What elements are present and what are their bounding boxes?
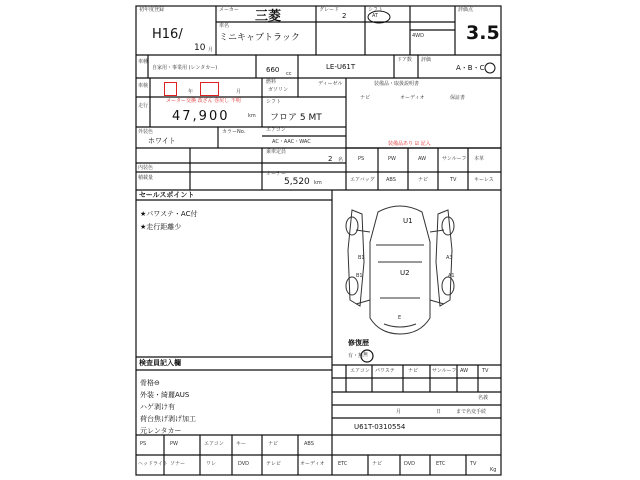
inspector-line: 元レンタカー xyxy=(140,427,182,435)
bottom-item: テレビ xyxy=(266,461,281,467)
interior-label: 内装色 xyxy=(138,165,154,171)
name-label: 名義 xyxy=(478,395,489,401)
grade-label: グレード xyxy=(319,7,340,13)
score-label: 評価点 xyxy=(458,7,474,13)
equip-item: PW xyxy=(388,156,396,162)
ac-label: エアコン xyxy=(266,127,286,133)
first-reg-year: H16/ xyxy=(152,27,183,42)
rating-label: 評価 xyxy=(421,57,432,63)
mission-value: フロア 5 MT xyxy=(270,113,322,123)
bottom-right-item: DVD xyxy=(404,461,416,467)
repair-row-label: ナビ xyxy=(408,368,419,374)
repair-row-label: パワステ xyxy=(375,368,395,374)
bottom-item: エアコン xyxy=(204,441,224,447)
damage-code: A1 xyxy=(448,273,455,279)
navi-label: ナビ xyxy=(360,95,371,101)
usage-label: 車種 xyxy=(138,59,149,65)
displacement-unit: cc xyxy=(286,71,292,77)
weight-label: 積載量 xyxy=(138,175,154,181)
red-box xyxy=(200,82,219,96)
equip-item: ナビ xyxy=(418,177,429,183)
mileage-label: 走行 xyxy=(138,103,149,109)
bottom-item: PS xyxy=(140,441,147,447)
fuel-option: ガソリン xyxy=(268,87,289,93)
equip-item: PS xyxy=(358,156,365,162)
sales-point-line: ★走行距離少 xyxy=(140,223,182,231)
bottom-item: DVD xyxy=(238,461,250,467)
mission-label: シフト xyxy=(266,99,282,105)
date-month: 月 xyxy=(396,409,402,415)
ac-options: AC・AAC・WAC xyxy=(272,139,311,145)
bottom-right-item: Kg xyxy=(490,467,497,473)
date-day: 日 xyxy=(436,409,442,415)
year-unit: 年 xyxy=(188,89,194,95)
model-code: LE-U61T xyxy=(326,63,356,71)
maker-name: 三菱 xyxy=(255,9,282,24)
equip-item: キーレス xyxy=(474,177,494,183)
owner-label: オーナー xyxy=(266,171,287,177)
inspection-label: 車検 xyxy=(138,83,149,89)
door-label: ドア数 xyxy=(397,57,412,63)
bottom-right-item: ナビ xyxy=(372,461,383,467)
bottom-item: オーディオ xyxy=(300,461,325,467)
first-reg-label: 初年度登録 xyxy=(139,7,165,13)
red-box xyxy=(164,82,177,96)
fuel-label: 燃料 xyxy=(266,79,277,85)
car-name-label: 車名 xyxy=(219,23,230,29)
color-value: ホワイト xyxy=(148,137,176,145)
grade-value: 2 xyxy=(342,12,347,20)
mileage-unit: km xyxy=(248,113,256,119)
damage-code: A3 xyxy=(446,255,453,261)
repair-row-label: エアコン xyxy=(350,368,370,374)
damage-code: B1 xyxy=(358,255,365,261)
inspector-title: 検査員記入欄 xyxy=(139,359,181,367)
equip-item: サンルーフ xyxy=(442,156,467,162)
bottom-item: PW xyxy=(170,441,178,447)
bottom-item: ソナー xyxy=(170,461,186,467)
score-value: 3.5 xyxy=(466,22,500,44)
capacity-unit: 名 xyxy=(338,157,344,163)
inspector-line: 骨格⊖ xyxy=(140,379,160,387)
color-no-label: カラーNo. xyxy=(222,129,246,135)
equip-item: 本革 xyxy=(474,156,485,162)
bottom-item: キー xyxy=(236,441,247,447)
capacity-label: 乗車定員 xyxy=(266,149,287,155)
damage-code: B1 xyxy=(356,273,363,279)
date-note: まで名変手続 xyxy=(456,409,487,415)
bottom-item: ワレ xyxy=(206,461,217,467)
bottom-item: ヘッドライト xyxy=(138,461,168,467)
equip-header: 装備品あり ☑ 記入 xyxy=(388,141,431,147)
repair-title: 修復歴 xyxy=(348,339,369,347)
color-label: 外装色 xyxy=(138,129,154,135)
damage-code: U2 xyxy=(400,269,410,277)
bottom-item: ABS xyxy=(304,441,314,447)
month-unit: 月 xyxy=(208,47,214,53)
displacement: 660 xyxy=(266,66,280,74)
weight-unit: km xyxy=(314,180,322,186)
repair-row-label: TV xyxy=(482,368,489,374)
weight-value: 5,520 xyxy=(284,177,310,187)
damage-code: U1 xyxy=(403,217,413,225)
sales-points-title: セールスポイント xyxy=(139,191,195,199)
equip-item: TV xyxy=(450,177,457,183)
repair-row-label: AW xyxy=(460,368,469,374)
warranty-label: 保証書 xyxy=(450,95,466,101)
shift-option: AT xyxy=(372,13,379,19)
equip-item: ABS xyxy=(386,177,396,183)
drive-type: 4WD xyxy=(412,33,424,39)
equip-title: 装備品・取扱説明書 xyxy=(374,81,420,87)
capacity-value: 2 xyxy=(328,155,333,163)
inspector-line: ハゲ剥け有 xyxy=(140,403,175,411)
repair-circled: 無 xyxy=(363,352,369,358)
bottom-item: ナビ xyxy=(268,441,279,447)
repair-mark: 有・無 xyxy=(348,353,364,359)
sales-point-line: ★パワステ・AC付 xyxy=(140,210,198,218)
bottom-right-item: TV xyxy=(470,461,477,467)
bottom-item: ETC xyxy=(338,461,348,467)
bottom-right-item: ETC xyxy=(436,461,446,467)
audio-label: オーディオ xyxy=(400,95,425,101)
maker-label: メーカー xyxy=(219,7,239,13)
month-unit-2: 月 xyxy=(236,89,242,95)
inspector-line: 外装・綺麗AUS xyxy=(140,391,190,399)
car-name: ミニキャブトラック xyxy=(219,33,300,43)
usage-value: 自家用・事業用 (レンタカー) xyxy=(152,65,218,71)
equip-item: AW xyxy=(418,156,427,162)
repair-row-label: サンルーフ xyxy=(432,368,457,374)
damage-code: E xyxy=(398,315,402,321)
equip-item: エアバッグ xyxy=(350,177,375,183)
mileage-note: メーター交換 改ざん 巻戻し 不明 xyxy=(166,98,241,104)
diesel-label: ディーゼル xyxy=(318,81,343,87)
mileage-value: 47,900 xyxy=(172,109,230,124)
shift-label: シフト xyxy=(368,7,384,13)
inspector-line: 荷台焦げ剥げ加工 xyxy=(140,415,196,423)
chassis-number: U61T-0310554 xyxy=(354,423,406,431)
first-reg-month: 10 xyxy=(194,43,206,53)
rating-value: A・B・C xyxy=(456,64,485,72)
